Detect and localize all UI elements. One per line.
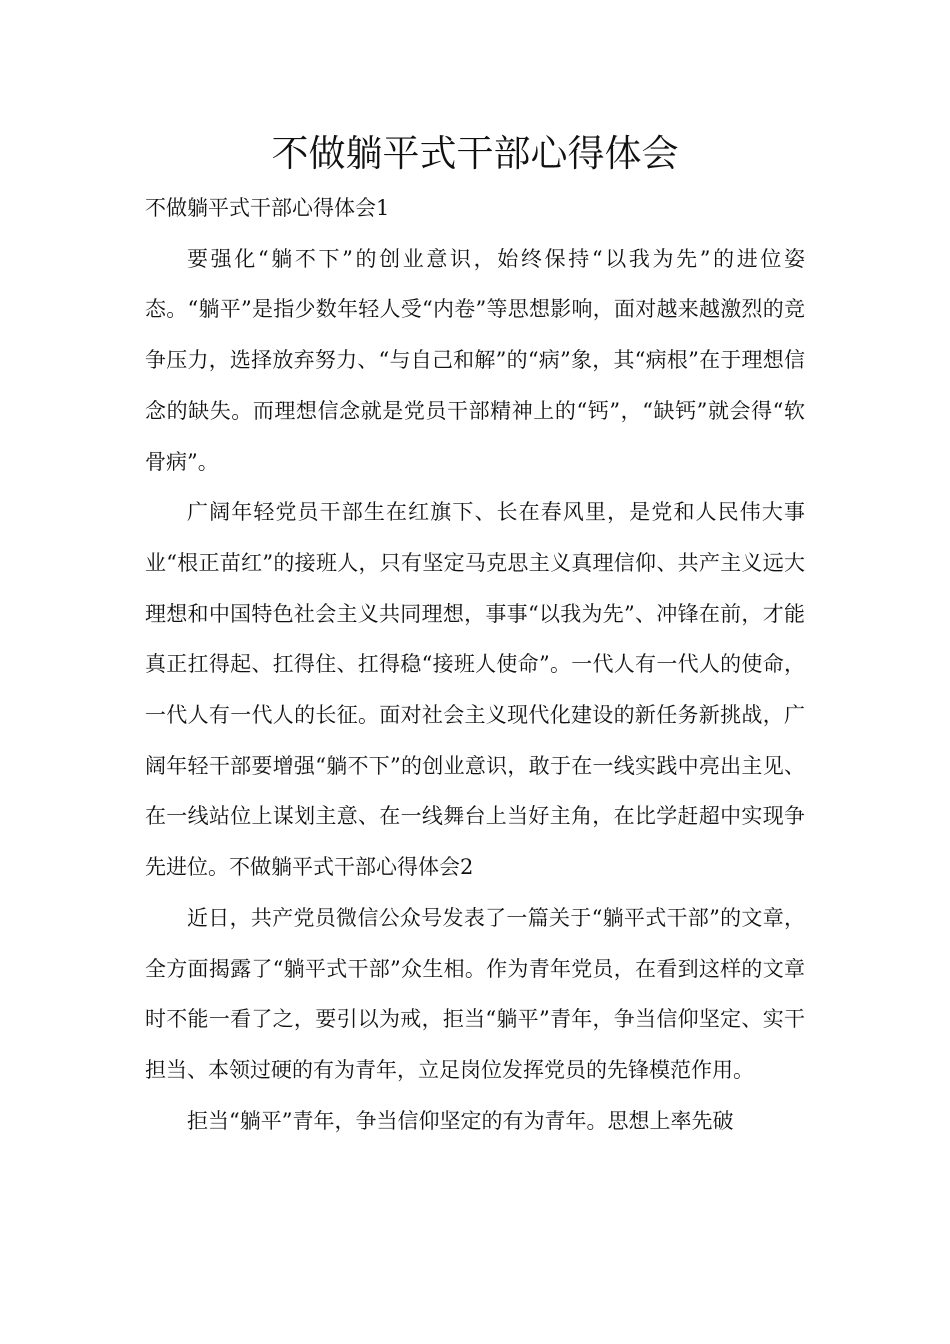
- section-heading: 不做躺平式干部心得体会1: [145, 196, 390, 220]
- paragraph-2: 广阔年轻党员干部生在红旗下、长在春风里，是党和人民伟大事业“根正苗红”的接班人，只有坚定马克思主义真理信仰、共产主义远大理想和中国特色社会主义共同理想，事事“以我为先”、冲锋在前，才能真正扛得起、扛得住、扛得稳“接班人使命”。一代人有一代人的使命，一代人有一代人的长征。面对社会主义现代化建设的新任务新挑战，广阔年轻干部要增强“躺不下”的创业意识，敢于在一线实践中亮出主见、在一线站位上谋划主意、在一线舞台上当好主角，在比学赶超中实现争先进位。不做躺平式干部心得体会2: [145, 500, 805, 880]
- document-body: [145, 183, 805, 1146]
- paragraph-1: 要强化“躺不下”的创业意识，始终保持“以我为先”的进位姿态。“躺平”是指少数年轻人受“内卷”等思想影响，面对越来越激烈的竞争压力，选择放弃努力、“与自己和解”的“病”象，其“病根”在于理想信念的缺失。而理想信念就是党员干部精神上的“钙”，“缺钙”就会得“软骨病”。: [145, 246, 805, 474]
- paragraph-3: 近日，共产党员微信公众号发表了一篇关于“躺平式干部”的文章，全方面揭露了“躺平式干部”众生相。作为青年党员，在看到这样的文章时不能一看了之，要引以为戒，拒当“躺平”青年，争当信仰坚定、实干担当、本领过硬的有为青年，立足岗位发挥党员的先锋模范作用。: [145, 905, 805, 1082]
- paragraph-4: 拒当“躺平”青年，争当信仰坚定的有为青年。思想上率先破: [187, 1108, 734, 1133]
- document-title: 不做躺平式干部心得体会: [271, 132, 679, 175]
